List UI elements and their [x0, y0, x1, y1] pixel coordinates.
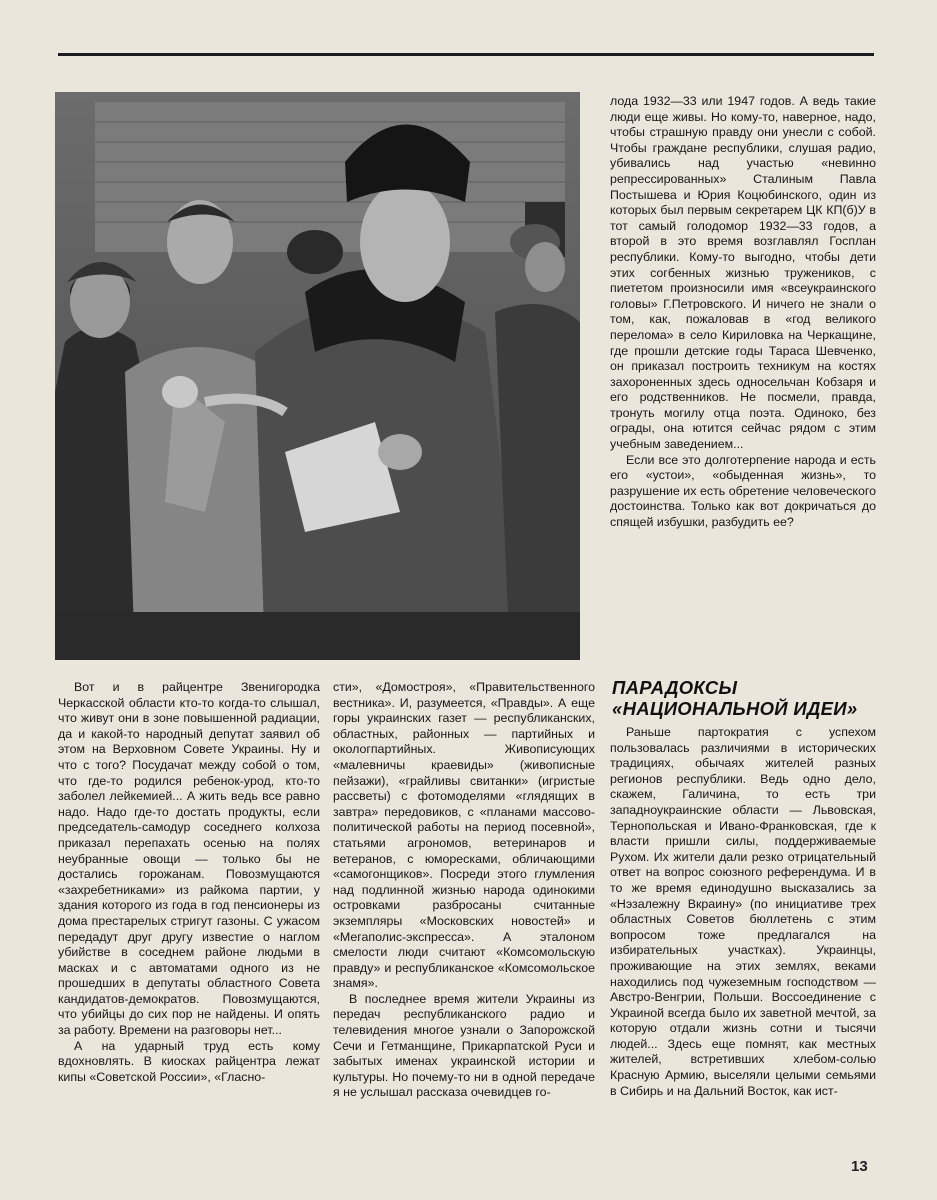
news-photo	[55, 92, 580, 660]
section-heading-line-1: ПАРАДОКСЫ	[612, 677, 738, 698]
paragraph: Вот и в райцентре Звенигородка Черкасской области кто-то когда-то слышал, что живут они в зоне повышенной радиации, да и какой-то народный депутат заявил об этом на Верховном Совете Украины. Ну и что с того? Посудачат между собой о том, что где-то родился ребенок-урод, кто-то заболел лейкемией... А жить ведь все равно надо. Надо где-то достать продукты, если председатель-самодур соседнего колхоза приказал перепахать осенью на полях неубранные овощи — только бы не достались горожанам. Повозмущаются «захребетниками» из райкома партии, у здания которого из года в год пенсионеры из дома престарелых стригут газоны. С ужасом передадут друг другу известие о наглом убийстве в соседнем районе людьми в масках и с автоматами одного из не прошедших в депутаты областного Совета кандидатов-демократов. Повозмущаются, что убийцы до сих пор не найдены. И опять за работу. Времени на разговоры нет...	[58, 680, 320, 1038]
paragraph: В последнее время жители Украины из передач республиканского радио и телевидения многое узнали о Запорожской Сечи и Гетманщине, Прикарпатской Руси и забытых именах украинской истории и культуры. Но почему-то ни в одной передаче я не услышал рассказа очевидцев го-	[333, 991, 595, 1100]
news-photo-icon	[55, 92, 580, 660]
article-column-3-top	[610, 94, 876, 531]
paragraph: лода 1932—33 или 1947 годов. А ведь такие люди еще живы. Но кому-то, наверное, надо, чтобы страшную правду они унесли с собой. Чтобы граждане республики, слушая радио, убивались над участью «невинно репрессированных» Сталиным Павла Постышева и Юрия Коцюбинского, один из которых был первым секретарем ЦК КП(б)У в тот самый голодомор 1932—33 годов, а второй в это время возглавлял Госплан республики. Кому-то выгодно, чтобы дети этих согбенных жизнью тружеников, с пиететом произносили имя «всеукраинского головы» Г.Петровского. И ничего не знали о том, как, пожаловав в «год великого перелома» в село Кириловка на Черкащине, где прошли детские годы Тараса Шевченко, он приказал построить техникум на костях захороненных здесь односельчан Кобзаря и его родственников. Не посмели, правда, тронуть могилу отца поэта. Одиноко, без ограды, она ютится сейчас рядом с этим учебным заведением...	[610, 94, 876, 452]
article-column-1	[58, 680, 320, 1085]
top-rule	[58, 53, 874, 56]
paragraph: Раньше партократия с успехом пользовалась различиями в исторических традициях, обычаях жителей разных регионов республики. Ведь одно дело, скажем, Галичина, то есть три западноукраинские области — Львовская, Тернопольская и Ивано-Франковская, где к власти пришли силы, поддерживаемые Рухом. Их жители дали резко отрицательный ответ на вопрос союзного референдума. И в то же время единодушно высказались за «Нэзалежну Вкраину» (по инициативе трех областных Советов бюллетень с этим вопросом тоже предлагался на избирательных участках). Украинцы, проживающие на этих землях, веками находились под чужеземным господством — Австро-Венгрии, Польши. Воссоединение с Украиной всегда было их заветной мечтой, за которую отдали жизнь сотни и тысячи людей... Здесь еще помнят, как местных жителей, встретивших хлебом-солью Красную Армию, выселяли целыми семьями в Сибирь и на Дальний Восток, как ист-	[610, 725, 876, 1098]
section-heading	[612, 677, 882, 719]
page-number: 13	[851, 1158, 868, 1175]
paragraph: Если все это долготерпение народа и есть его «устои», «обыденная жизнь», то разрушение их есть обретение человеческого достоинства. Только как вот докричаться до спящей избушки, разбудить ее?	[610, 452, 876, 530]
paragraph: А на ударный труд есть кому вдохновлять. В киосках райцентра лежат кипы «Советской России», «Гласно-	[58, 1038, 320, 1084]
article-column-3-bottom	[610, 725, 876, 1099]
paragraph: сти», «Домостроя», «Правительственного вестника». И, разумеется, «Правды». А еще горы украинских газет — республиканских, областных, районных — партийных и окологпартийных. Живописующих «малевничы краевиды» (живописные пейзажи), «грайливы свитанки» (игристые рассветы) с фотомоделями «глядящих в завтра» передовиков, с «планами массово-политической работы на период посевной», статьями агрономов, ветеринаров и ветеранов, с юморесками, обличающими «самогонщиков». Посреди этого глумления над подлинной жизнью народа одинокими островками разбросаны считанные экземпляры «Московских новостей» и «Мегаполис-экспресса». А эталоном смелости люди считают «Комсомольскую правду» и республиканское «Комсомольское знамя».	[333, 680, 595, 991]
article-column-2	[333, 680, 595, 1101]
section-heading-line-2: «НАЦИОНАЛЬНОЙ ИДЕИ»	[612, 698, 858, 719]
